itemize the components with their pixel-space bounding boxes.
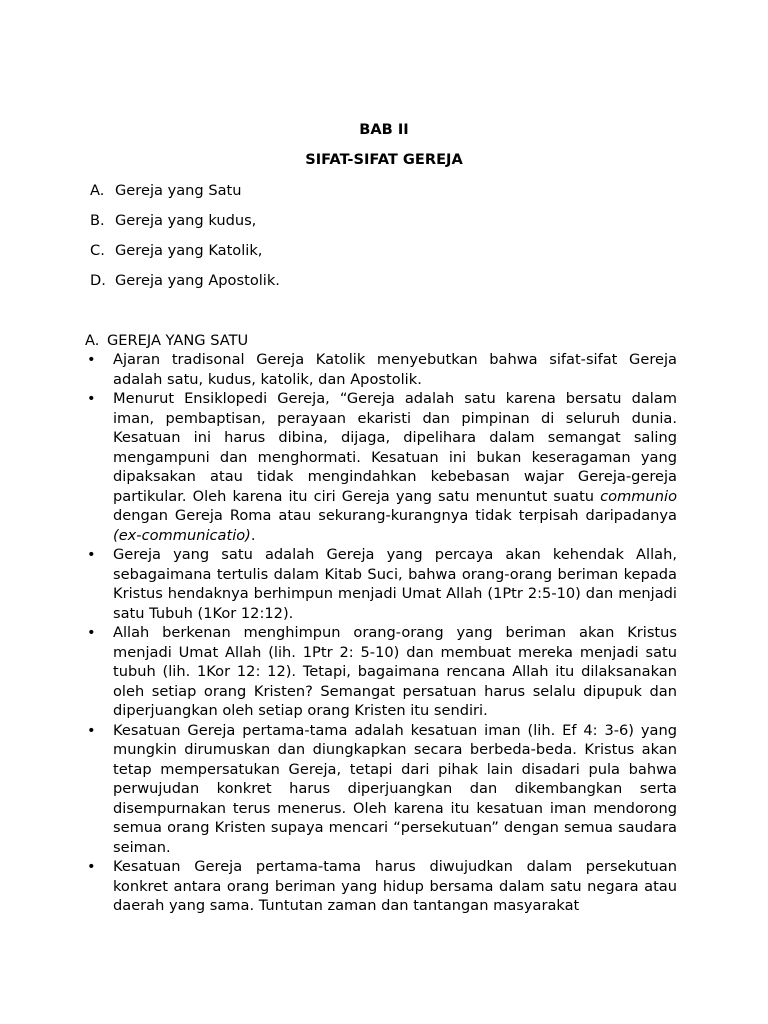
paragraph-text: dengan Gereja Roma atau sekurang-kurangnya tidak terpisah daripadanya — [113, 507, 677, 524]
toc-text: Gereja yang Katolik, — [115, 242, 263, 259]
toc-item — [90, 181, 280, 211]
list-item — [85, 857, 677, 916]
toc-item — [90, 241, 280, 271]
chapter-heading: BAB II — [359, 121, 409, 138]
paragraph-text: Kesatuan Gereja pertama-tama harus diwujudkan dalam persekutuan konkret antara orang beriman yang hidup bersama dalam satu negara atau daerah yang sama. Tuntutan zaman dan tantangan masyarakat — [113, 858, 677, 914]
bullet-icon: • — [87, 721, 96, 739]
bullet-list — [85, 350, 677, 916]
paragraph-text: Kesatuan Gereja pertama-tama adalah kesatuan iman (lih. Ef 4: 3-6) yang mungkin dirumuskan dan diungkapkan secara berbeda-beda. Kristus akan tetap mempersatukan Gereja, tetapi dari pihak lain disadari pula bahwa perwujudan konkret harus diperjuangkan dan dikembangkan serta disempurnakan terus menerus. Oleh karena itu kesatuan iman mendorong semua orang Kristen supaya mencari “persekutuan” dengan semua saudara seiman. — [113, 721, 677, 856]
paragraph-text: Ajaran tradisonal Gereja Katolik menyebutkan bahwa sifat-sifat Gereja adalah satu, kudus, katolik, dan Apostolik. — [113, 351, 677, 388]
list-item — [85, 623, 677, 721]
toc-item — [90, 271, 280, 301]
list-item — [85, 545, 677, 623]
bullet-icon: • — [87, 624, 96, 641]
paragraph-text: Gereja yang satu adalah Gereja yang percaya akan kehendak Allah, sebagaimana tertulis dalam Kitab Suci, bahwa orang-orang beriman kepada Kristus hendaknya berhimpun menjadi Umat Allah (1Ptr 2:5-10) dan menjadi satu Tubuh (1Kor 12:12). — [113, 546, 677, 622]
bullet-icon: • — [87, 390, 96, 407]
paragraph-text: Menurut Ensiklopedi Gereja, “Gereja adalah satu karena bersatu dalam iman, pembaptisan, perayaan ekaristi dan pimpinan di seluruh dunia. Kesatuan ini harus dibina, dijaga, dipelihara dalam semangat saling mengampuni dan menghormati. Kesatuan ini bukan keseragaman yang dipaksakan atau tidak mengindahkan kebebasan wajar Gereja-gereja partikular. Oleh karena itu ciri Gereja yang satu menuntut suatu — [113, 390, 677, 505]
toc-text: Gereja yang kudus, — [115, 212, 257, 229]
toc-item — [90, 211, 280, 241]
paragraph-text: . — [250, 526, 256, 544]
toc-text: Gereja yang Satu — [115, 182, 242, 199]
list-item — [85, 389, 677, 545]
bullet-icon: • — [87, 351, 96, 368]
bullet-icon: • — [87, 858, 96, 875]
section-title: GEREJA YANG SATU — [107, 332, 249, 349]
toc-letter: D. — [90, 272, 106, 289]
section-letter: A. — [85, 332, 100, 349]
toc-letter: B. — [90, 212, 105, 229]
chapter-title: SIFAT-SIFAT GEREJA — [305, 151, 463, 168]
italic-term: communio — [600, 487, 677, 505]
list-item — [85, 350, 677, 389]
list-item — [85, 721, 677, 858]
bullet-icon: • — [87, 546, 96, 563]
table-of-contents — [90, 181, 280, 301]
toc-letter: C. — [90, 242, 105, 259]
toc-letter: A. — [90, 182, 105, 199]
italic-term: (ex-communicatio) — [113, 526, 251, 544]
section-heading — [85, 331, 248, 351]
toc-text: Gereja yang Apostolik. — [115, 272, 280, 289]
paragraph-text: Allah berkenan menghimpun orang-orang yang beriman akan Kristus menjadi Umat Allah (lih. 1Ptr 2: 5-10) dan membuat mereka menjadi satu tubuh (lih. 1Kor 12: 12). Tetapi, bagaimana rencana Allah itu dilaksanakan oleh setiap orang Kristen? Semangat persatuan harus selalu dipupuk dan diperjuangkan oleh setiap orang Kristen itu sendiri. — [113, 624, 677, 719]
